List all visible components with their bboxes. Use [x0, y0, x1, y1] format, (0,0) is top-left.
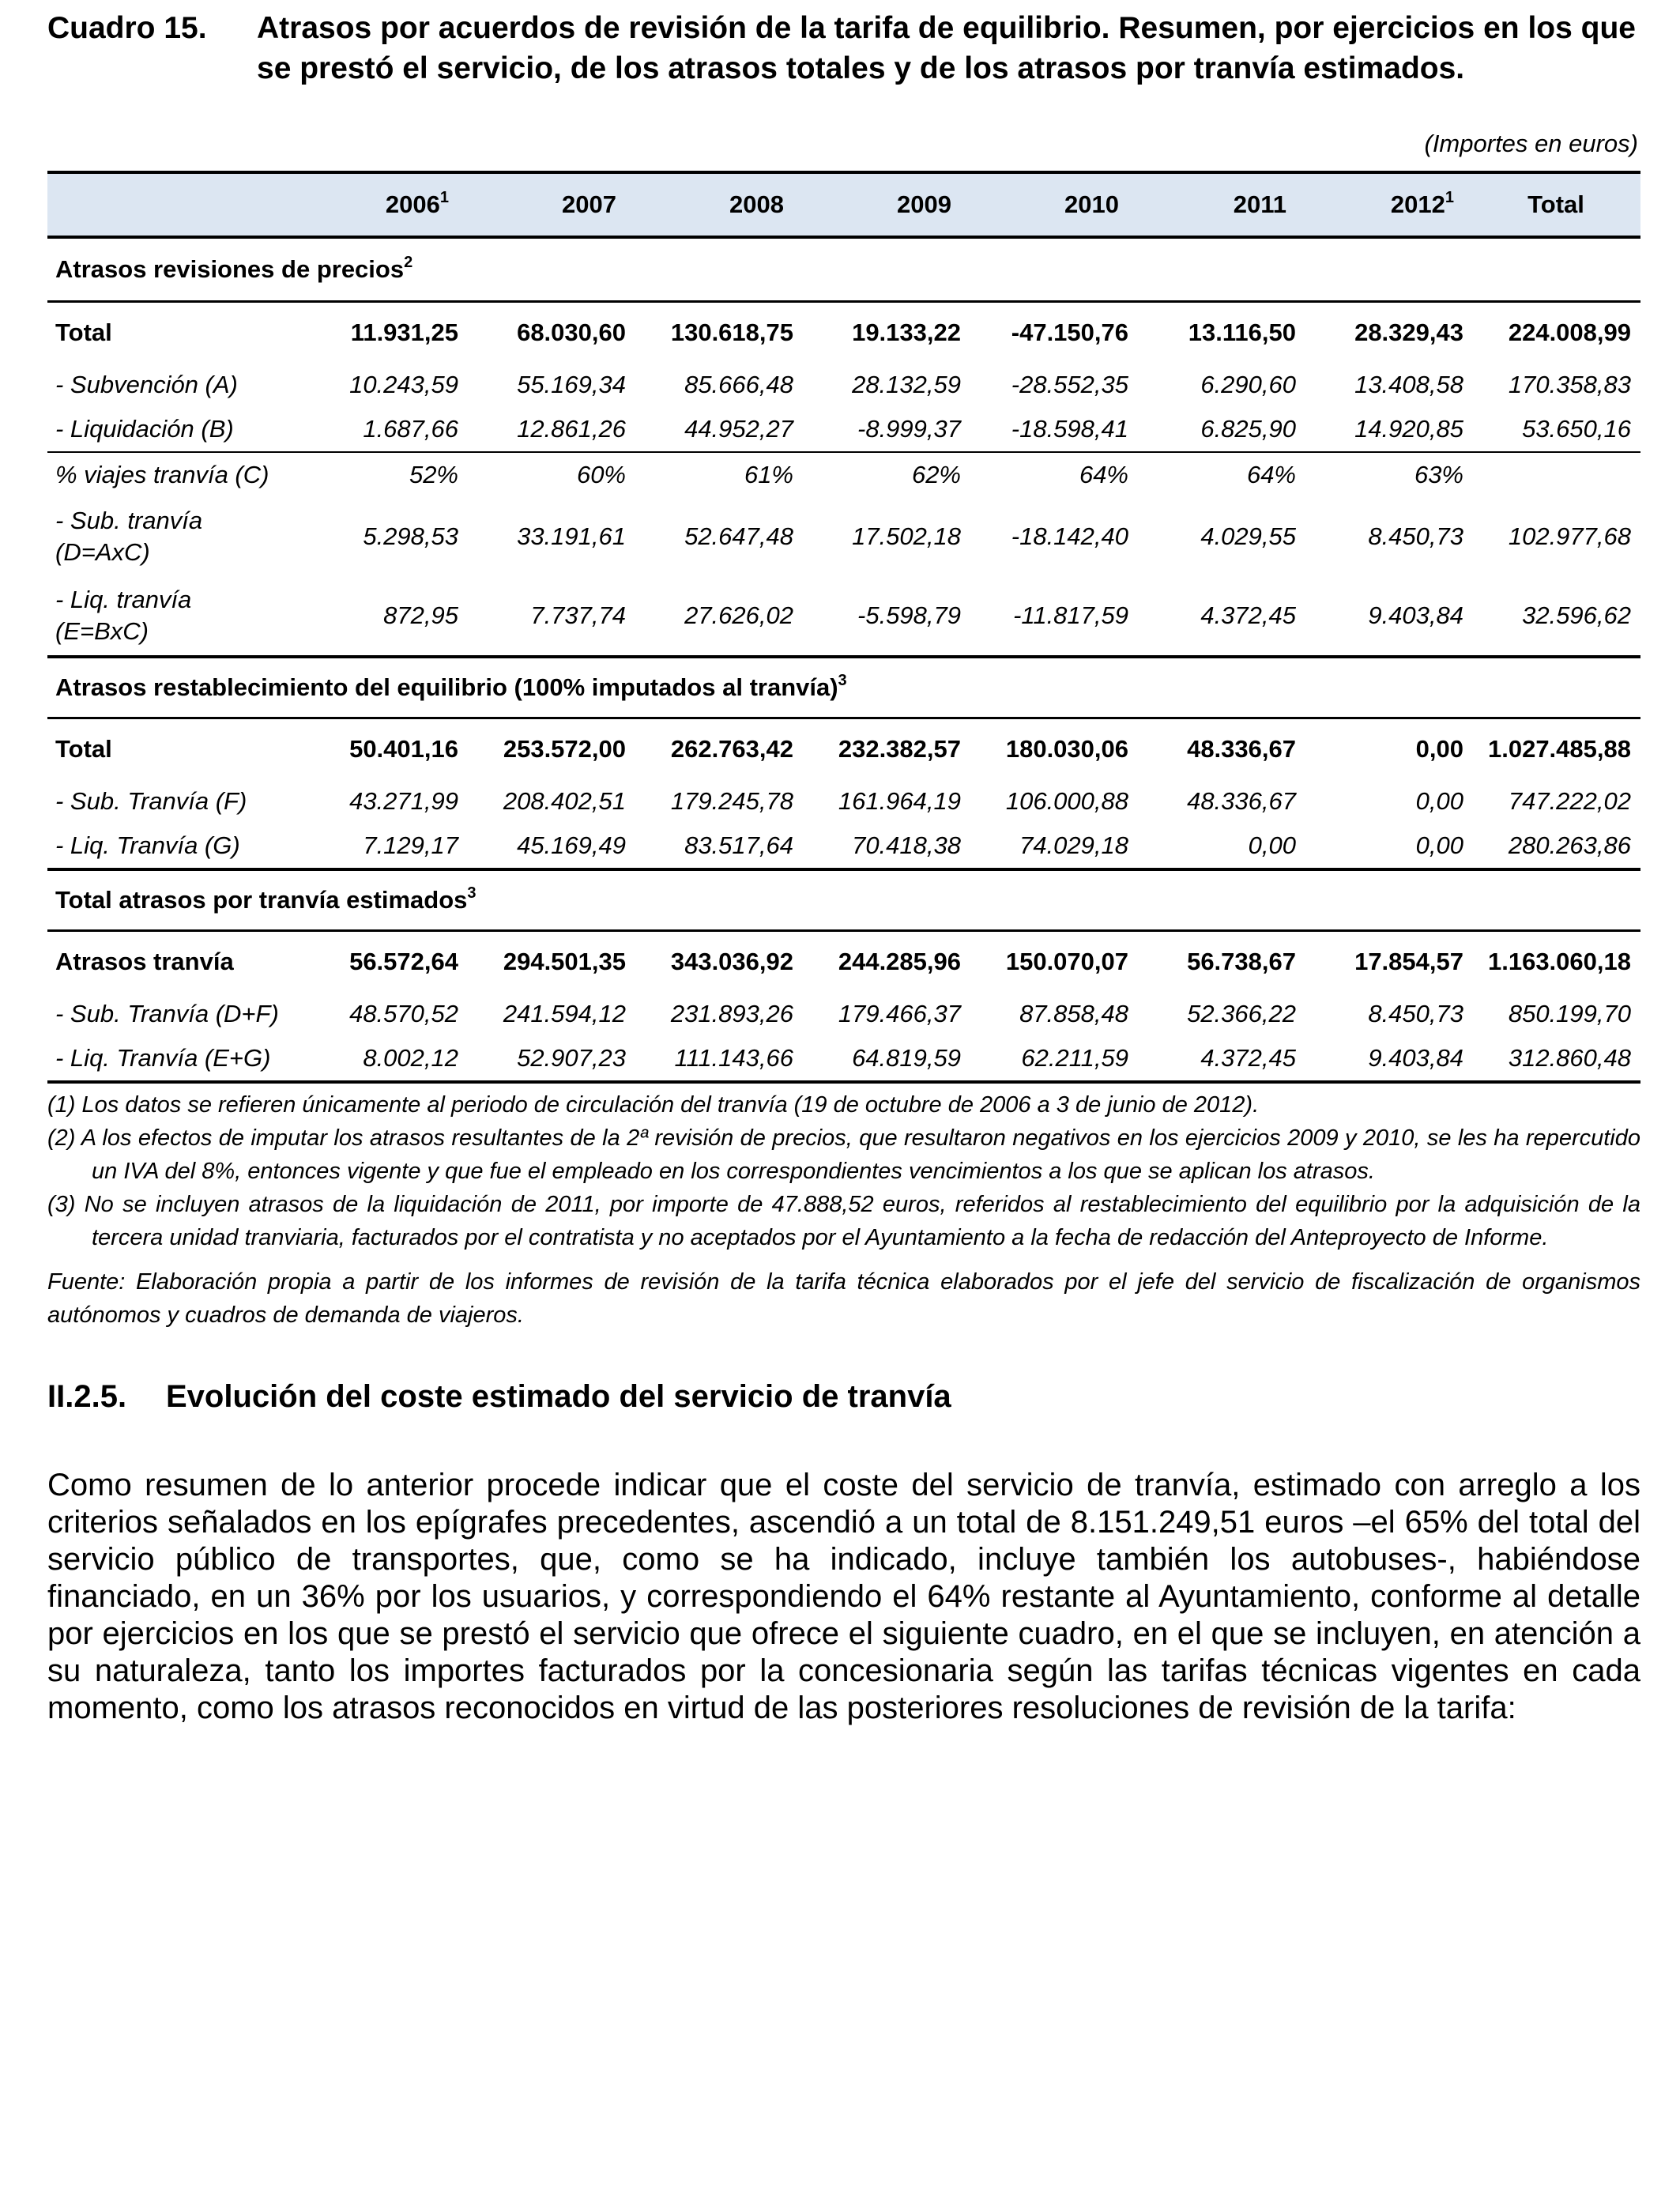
caption-title: Atrasos por acuerdos de revisión de la tarifa de equilibrio. Resumen, por ejercicios en los que se prestó el servicio, de los atrasos totales y de los atrasos por tranvía estimados.: [257, 11, 1636, 85]
table-row: [47, 1036, 1640, 1082]
cell-value: 63%: [1305, 452, 1473, 497]
cell-value: 52.907,23: [468, 1036, 635, 1082]
footnote-ref: 2: [404, 254, 413, 271]
cell-value: 4.372,45: [1138, 1036, 1305, 1082]
section-number: II.2.5.: [47, 1379, 127, 1414]
cell-value: 224.008,99: [1473, 302, 1640, 364]
caption-number: Cuadro 15.: [47, 11, 207, 45]
row-label: Atrasos tranvía: [47, 931, 300, 993]
arrears-table: [47, 171, 1640, 1084]
cell-value: -5.598,79: [857, 601, 961, 629]
note-1: (1) Los datos se refieren únicamente al periodo de circulación del tranvía (19 de octubre de 2006 a 3 de junio de 2012).: [47, 1092, 1260, 1118]
cell-value: 74.029,18: [1019, 831, 1128, 859]
cell-value: 10.243,59: [349, 371, 458, 398]
cell-value: 56.572,64: [300, 931, 468, 993]
cell-value: 294.501,35: [468, 931, 635, 993]
cell-value: 179.466,37: [838, 1000, 961, 1027]
section-heading: [47, 1379, 1652, 1415]
cell-value: 0,00: [1305, 718, 1473, 780]
row-label: - Sub. Tranvía (F): [55, 787, 247, 815]
cell-value: 232.382,57: [803, 718, 970, 780]
cell-value: 83.517,64: [684, 831, 793, 859]
cell-value: 52.647,48: [684, 522, 793, 550]
cell-value: 5.298,53: [363, 522, 458, 550]
section-title: [47, 657, 1640, 718]
cell-value: 343.036,92: [635, 931, 803, 993]
cell-value: 60%: [468, 452, 635, 497]
row-label-line1: - Sub. tranvía: [55, 507, 203, 534]
cell-value: 19.133,22: [803, 302, 970, 364]
cell-value: 17.854,57: [1305, 931, 1473, 993]
cell-value: 106.000,88: [1005, 787, 1128, 815]
table-caption: [47, 8, 1652, 89]
cell-value: 62%: [803, 452, 970, 497]
cell-value: 70.418,38: [852, 831, 961, 859]
section-title-row: [47, 869, 1640, 931]
cell-value: 64.819,59: [803, 1036, 970, 1082]
cell-value: 45.169,49: [517, 831, 626, 859]
cell-value: 208.402,51: [503, 787, 626, 815]
cell-value: 130.618,75: [635, 302, 803, 364]
cell-value: 61%: [635, 452, 803, 497]
document-page: [47, 8, 1652, 1727]
footnote-ref: 3: [467, 884, 477, 902]
header-2007: 2007: [468, 172, 635, 237]
section-title: Evolución del coste estimado del servicio de tranvía: [166, 1379, 951, 1414]
header-2006: 2006$^1$: [300, 172, 468, 237]
cell-value: 6.825,90: [1200, 415, 1296, 443]
cell-value: 1.027.485,88: [1473, 718, 1640, 780]
cell-value: 14.920,85: [1354, 415, 1463, 443]
total-row: [47, 931, 1640, 993]
header-2009: 2009: [803, 172, 970, 237]
cell-value: 28.329,43: [1305, 302, 1473, 364]
row-label: - Sub. Tranvía (D+F): [55, 1000, 279, 1027]
cell-value: 6.290,60: [1200, 371, 1296, 398]
cell-value: 52.366,22: [1187, 1000, 1296, 1027]
header-empty: [47, 172, 300, 237]
section-title: [47, 237, 1640, 302]
cell-value: 17.502,18: [852, 522, 961, 550]
cell-value: 262.763,42: [635, 718, 803, 780]
table-row: [47, 497, 1640, 576]
total-row: [47, 302, 1640, 364]
cell-value: 64%: [1138, 452, 1305, 497]
body-paragraph: Como resumen de lo anterior procede indicar que el coste del servicio de tranvía, estimado con arreglo a los criterios señalados en los epígrafes precedentes, ascendió a un total de 8.151.249,51 euros –el 65% del total del servicio público de transportes, que, como se ha indicado, incluye también los autobuses-, habiéndose financiado, en un 36% por los usuarios, y correspondiendo el 64% restante al Ayuntamiento, conforme al detalle por ejercicios en los que se prestó el servicio que ofrece el siguiente cuadro, en el que se incluyen, en atención a su naturaleza, tanto los importes facturados por la concesionaria según las tarifas técnicas vigentes en cada momento, como los atrasos reconocidos en virtud de las posteriores resoluciones de revisión de la tarifa:: [47, 1468, 1640, 1725]
cell-value: 8.450,73: [1368, 522, 1463, 550]
cell-value: 180.030,06: [970, 718, 1138, 780]
cell-value: 55.169,34: [517, 371, 626, 398]
cell-value: 253.572,00: [468, 718, 635, 780]
cell-value: -18.142,40: [1011, 522, 1128, 550]
section-title: [47, 869, 1640, 931]
row-label: - Liq. Tranvía (G): [55, 831, 240, 859]
cell-value: 13.116,50: [1138, 302, 1305, 364]
cell-value: -47.150,76: [970, 302, 1138, 364]
total-row: [47, 718, 1640, 780]
cell-value: 111.143,66: [635, 1036, 803, 1082]
cell-value: 52%: [300, 452, 468, 497]
header-2008: 2008: [635, 172, 803, 237]
note-2: (2) A los efectos de imputar los atrasos resultantes de la 2ª revisión de precios, que resultaron negativos en los ejercicios 2009 y 2010, se les ha repercutido un IVA del 8%, entonces vigente y que fue el empleado en los correspondientes vencimientos a los que se aplican los atrasos.: [47, 1125, 1640, 1184]
cell-value: 48.336,67: [1187, 787, 1296, 815]
section-title-text: Total atrasos por tranvía estimados: [55, 886, 468, 914]
row-label-line2: (E=BxC): [55, 617, 149, 645]
cell-value: 4.029,55: [1200, 522, 1296, 550]
cell-value: 85.666,48: [684, 371, 793, 398]
cell-value: 87.858,48: [1019, 1000, 1128, 1027]
cell-value: 850.199,70: [1508, 1000, 1631, 1027]
cell-value: 150.070,07: [970, 931, 1138, 993]
row-label: Total: [47, 718, 300, 780]
section-title-text: Atrasos restablecimiento del equilibrio (100% imputados al tranvía): [55, 673, 838, 701]
units-note: (Importes en euros): [1424, 130, 1638, 157]
cell-value: 0,00: [1415, 831, 1463, 859]
cell-value: -8.999,37: [857, 415, 961, 443]
cell-value: 27.626,02: [684, 601, 793, 629]
cell-value: 48.570,52: [349, 1000, 458, 1027]
cell-value: 28.132,59: [852, 371, 961, 398]
row-label: Total: [47, 302, 300, 364]
section-title-row: [47, 237, 1640, 302]
cell-value: 179.245,78: [670, 787, 793, 815]
cell-value: -28.552,35: [1011, 371, 1128, 398]
table-row: [47, 452, 1640, 497]
table-row: [47, 576, 1640, 657]
row-label: - Liquidación (B): [55, 415, 234, 443]
cell-value: 8.002,12: [300, 1036, 468, 1082]
row-label: [47, 497, 300, 576]
row-label: [47, 576, 300, 657]
cell-value: 1.163.060,18: [1473, 931, 1640, 993]
cell-value: 32.596,62: [1522, 601, 1631, 629]
row-label-line2: (D=AxC): [55, 538, 150, 566]
table-row: [47, 407, 1640, 452]
cell-value: 64%: [970, 452, 1138, 497]
cell-value: 62.211,59: [970, 1036, 1138, 1082]
cell-value: 33.191,61: [517, 522, 626, 550]
cell-value: 280.263,86: [1508, 831, 1631, 859]
table-row: [47, 363, 1640, 407]
header-2012: 2012$^1$: [1305, 172, 1473, 237]
cell-value: -18.598,41: [1011, 415, 1128, 443]
cell-value: 747.222,02: [1508, 787, 1631, 815]
header-2010: 2010: [970, 172, 1138, 237]
cell-value: 44.952,27: [684, 415, 793, 443]
footnote-ref: 3: [838, 672, 847, 689]
row-label: - Liq. Tranvía (E+G): [47, 1036, 300, 1082]
cell-value: 9.403,84: [1368, 601, 1463, 629]
cell-value: 161.964,19: [838, 787, 961, 815]
cell-value: 244.285,96: [803, 931, 970, 993]
header-2011: 2011: [1138, 172, 1305, 237]
cell-value: 9.403,84: [1305, 1036, 1473, 1082]
header-total: Total: [1473, 172, 1640, 237]
cell-value: -11.817,59: [1013, 601, 1128, 629]
cell-value: 872,95: [383, 601, 458, 629]
cell-value: [1473, 452, 1640, 497]
cell-value: 4.372,45: [1200, 601, 1296, 629]
note-3: (3) No se incluyen atrasos de la liquidación de 2011, por importe de 47.888,52 euros, referidos al restablecimiento del equilibrio por la adquisición de la tercera unidad tranviaria, facturados por el contratista y no aceptados por el Ayuntamiento a la fecha de redacción del Anteproyecto de Informe.: [47, 1192, 1640, 1250]
table-header-row: [47, 172, 1640, 237]
cell-value: 241.594,12: [503, 1000, 626, 1027]
section-title-row: [47, 657, 1640, 718]
cell-value: 8.450,73: [1368, 1000, 1463, 1027]
cell-value: 1.687,66: [363, 415, 458, 443]
cell-value: 0,00: [1248, 831, 1296, 859]
cell-value: 43.271,99: [349, 787, 458, 815]
cell-value: 12.861,26: [517, 415, 626, 443]
cell-value: 48.336,67: [1138, 718, 1305, 780]
row-label: - Subvención (A): [55, 371, 238, 398]
cell-value: 13.408,58: [1354, 371, 1463, 398]
cell-value: 53.650,16: [1522, 415, 1631, 443]
table-row: [47, 992, 1640, 1036]
cell-value: 7.737,74: [530, 601, 626, 629]
cell-value: 7.129,17: [363, 831, 458, 859]
cell-value: 50.401,16: [300, 718, 468, 780]
row-label-line1: - Liq. tranvía: [55, 586, 192, 613]
source-note: Fuente: Elaboración propia a partir de los informes de revisión de la tarifa técnica elaborados por el jefe del servicio de fiscalización de organismos autónomos y cuadros de demanda de viajeros.: [47, 1269, 1640, 1328]
cell-value: 0,00: [1415, 787, 1463, 815]
row-label: % viajes tranvía (C): [47, 452, 300, 497]
cell-value: 312.860,48: [1473, 1036, 1640, 1082]
cell-value: 68.030,60: [468, 302, 635, 364]
section-title-text: Atrasos revisiones de precios: [55, 255, 405, 283]
cell-value: 56.738,67: [1138, 931, 1305, 993]
table-notes: [47, 1088, 1640, 1332]
cell-value: 231.893,26: [670, 1000, 793, 1027]
cell-value: 102.977,68: [1508, 522, 1631, 550]
table-row: [47, 824, 1640, 869]
cell-value: 170.358,83: [1508, 371, 1631, 398]
cell-value: 11.931,25: [300, 302, 468, 364]
table-row: [47, 779, 1640, 824]
